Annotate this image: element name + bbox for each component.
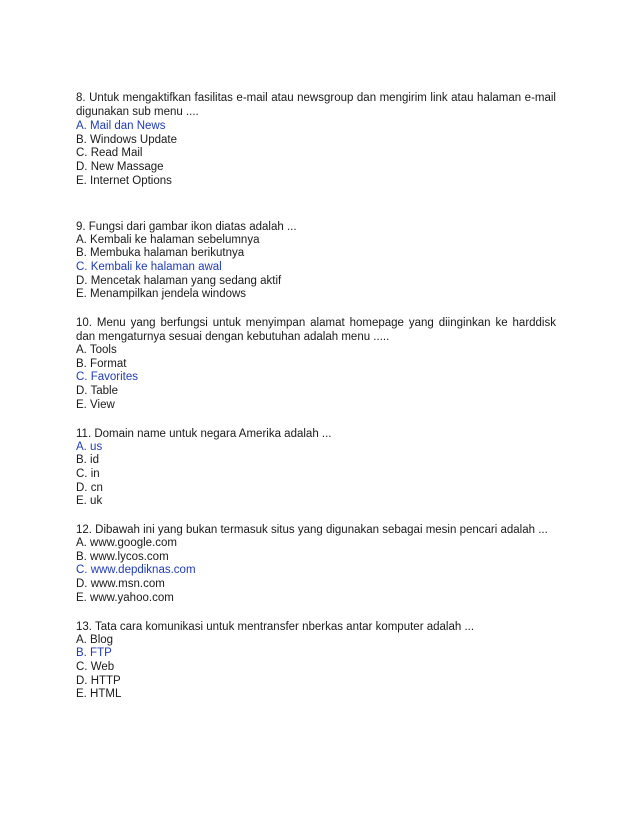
answer-option-d: D. Mencetak halaman yang sedang aktif [76,274,282,287]
answer-option-b: B. id [76,454,100,467]
answer-option-b: B. www.lycos.com [76,550,169,563]
question-text: 12. Dibawah ini yang bukan termasuk situs yang digunakan sebagai mesin pencari adalah ... [76,524,548,537]
answer-option-c: C. in [76,467,100,480]
question-text: 10. Menu yang berfungsi untuk menyimpan alamat homepage yang diinginkan ke harddisk dan mengaturnya sesuai dengan kebutuhan adalah menu ..... [76,317,556,344]
answer-option-b: B. FTP [76,647,112,660]
answer-option-b: B. Membuka halaman berikutnya [76,247,245,260]
answer-option-a: A. Mail dan News [76,120,166,132]
answer-option-a: A. www.google.com [76,537,177,550]
answer-option-d: D. cn [76,481,103,494]
answer-option-e: E. www.yahoo.com [76,591,174,604]
question-11 [76,427,556,510]
answer-option-c: C. Favorites [76,371,138,384]
answer-option-e: E. Menampilkan jendela windows [76,288,247,301]
quiz-page [76,91,556,702]
question-13 [76,620,556,703]
answer-option-c: C. www.depdiknas.com [76,564,196,577]
question-text: 9. Fungsi dari gambar ikon diatas adalah ... [76,220,297,233]
answer-option-e: E. Internet Options [76,174,172,187]
answer-option-d: D. New Massage [76,161,164,174]
answer-option-a: A. Tools [76,344,117,357]
answer-option-e: E. uk [76,495,103,508]
answer-option-d: D. www.msn.com [76,578,165,591]
answer-option-c: C. Kembali ke halaman awal [76,260,222,273]
question-10 [76,316,556,413]
answer-option-d: D. HTTP [76,674,121,687]
question-9 [76,220,556,303]
answer-option-a: A. Kembali ke halaman sebelumnya [76,233,260,246]
answer-option-c: C. Web [76,660,115,673]
answer-option-b: B. Format [76,357,127,370]
answer-option-a: A. Blog [76,633,114,646]
question-8 [76,91,556,189]
question-text: 8. Untuk mengaktifkan fasilitas e-mail atau newsgroup dan mengirim link atau halaman e-mail digunakan sub menu .... [76,92,556,118]
question-text: 11. Domain name untuk negara Amerika adalah ... [76,427,332,440]
answer-option-c: C. Read Mail [76,147,143,160]
answer-option-d: D. Table [76,385,118,398]
answer-option-a: A. us [76,440,103,453]
answer-option-e: E. View [76,398,115,411]
question-12 [76,523,556,606]
answer-option-b: B. Windows Update [76,133,177,146]
question-text: 13. Tata cara komunikasi untuk mentransfer nberkas antar komputer adalah ... [76,620,475,633]
answer-option-e: E. HTML [76,688,122,701]
